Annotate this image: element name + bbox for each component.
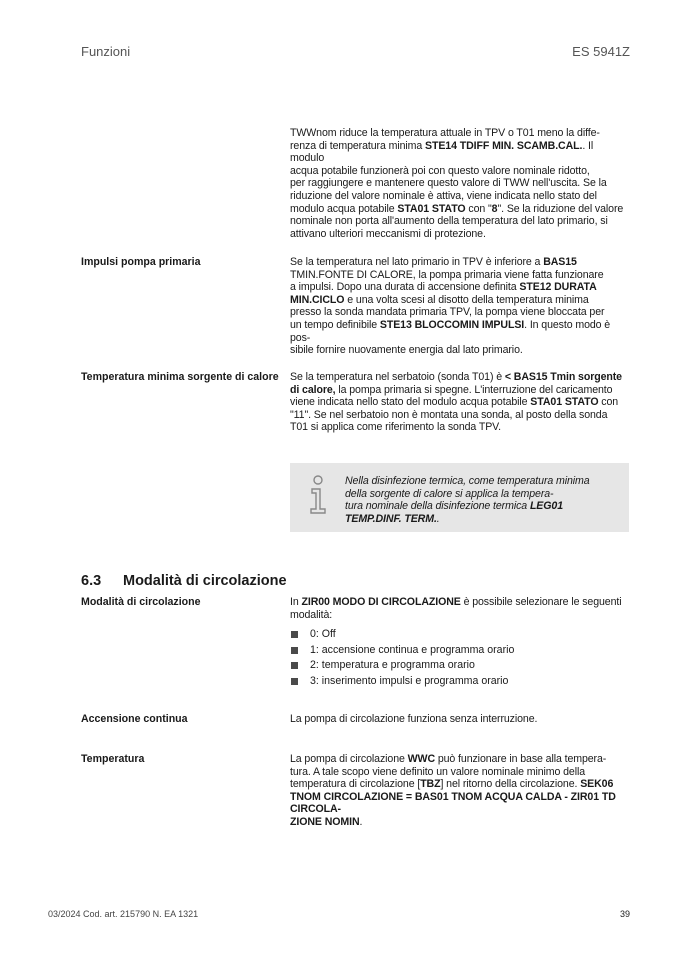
section-title: Modalità di circolazione [123, 573, 287, 589]
impulsi-paragraph: Se la temperatura nel lato primario in TPV è inferiore a BAS15 TMIN.FONTE DI CALORE, la pompa primaria viene fatta funzionare a impulsi. Dopo una durata di accensione definita STE12 DURATA MIN.CICLO e una volta scesi al disotto della temperatura minima presso la sonda mandata primaria TPV, la pompa viene bloccata per un tempo definibile STE13 BLOCCOMIN IMPULSI. In questo modo è pos- sibile fornire nuovamente energia dal lato primario. [290, 256, 611, 357]
list-item: 1: accensione continua e programma orario [290, 643, 630, 659]
impulsi-label: Impulsi pompa primaria [81, 256, 201, 268]
section-number: 6.3 [81, 573, 102, 589]
header-document-code: ES 5941Z [572, 44, 630, 59]
temperatura-label: Temperatura [81, 753, 145, 765]
tempmin-paragraph: Se la temperatura nel serbatoio (sonda T01) è < BAS15 Tmin sorgente di calore, la pompa primaria si spegne. L'interruzione del caricamento viene indicata nello stato del modulo acqua potabile STA01 STATO con "11". Se nel serbatoio non è montata una sonda, al posto della sonda T01 si applica come riferimento la sonda TPV. [290, 371, 622, 434]
modalita-label: Modalità di circolazione [81, 596, 201, 608]
info-icon [306, 475, 330, 520]
temperatura-paragraph: La pompa di circolazione WWC può funzionare in base alla tempera- tura. A tale scopo viene definito un valore nominale minimo della temperatura di circolazione [TBZ] nel ritorno della circolazione. SEK06 TNOM CIRCOLAZIONE = BAS01 TNOM ACQUA CALDA - ZIR01 TD CIRCOLA- ZIONE NOMIN. [290, 753, 616, 828]
list-item: 3: inserimento impulsi e programma orario [290, 674, 630, 690]
tempmin-label: Temperatura minima sorgente di calore [81, 371, 279, 383]
list-item: 2: temperatura e programma orario [290, 658, 630, 674]
list-item: 0: Off [290, 627, 630, 643]
modalita-paragraph: In ZIR00 MODO DI CIRCOLAZIONE è possibile selezionare le seguenti modalità: [290, 596, 622, 621]
bullet-square-icon [291, 678, 298, 685]
accensione-label: Accensione continua [81, 713, 188, 725]
footer-document-info: 03/2024 Cod. art. 215790 N. EA 1321 [48, 909, 199, 919]
bullet-square-icon [291, 631, 298, 638]
bullet-square-icon [291, 662, 298, 669]
intro-paragraph: TWWnom riduce la temperatura attuale in TPV o T01 meno la diffe- renza di temperatura minima STE14 TDIFF MIN. SCAMB.CAL.. Il modulo acqua potabile funzionerà poi con questo valore nominale ridotto, per raggiungere e mantenere questo valore di TWW nell'uscita. Se la riduzione del valore nominale è attiva, viene indicata nello stato del modulo acqua potabile STA01 STATO con "8". Se la riduzione del valore nominale non porta all'aumento della temperatura del lato primario, si attivano ulteriori meccanismi di protezione. [290, 127, 624, 240]
header-section-title: Funzioni [81, 44, 131, 59]
info-note-box [290, 463, 629, 532]
bullet-square-icon [291, 647, 298, 654]
info-note-text: Nella disinfezione termica, come temperatura minima della sorgente di calore si applica la tempera- tura nominale della disinfezione termica LEG01 TEMP.DINF. TERM.. [345, 475, 590, 525]
page-number: 39 [619, 909, 630, 919]
accensione-paragraph: La pompa di circolazione funziona senza interruzione. [290, 713, 538, 725]
modalita-options-list [290, 627, 630, 689]
